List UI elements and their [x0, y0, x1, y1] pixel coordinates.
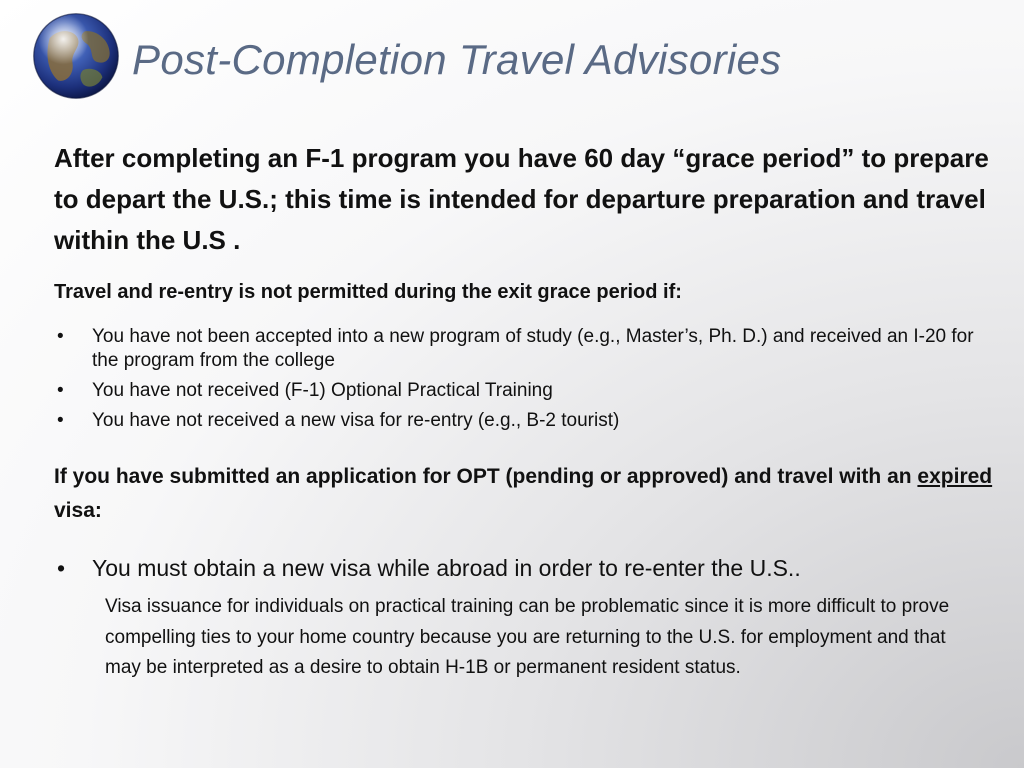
list-item-text: You have not received (F-1) Optional Practical Training	[92, 380, 553, 401]
page-title: Post-Completion Travel Advisories	[132, 36, 782, 83]
list-item-text: You have not been accepted into a new program of study (e.g., Master’s, Ph. D.) and received an I-20 for the program from the college	[92, 326, 974, 371]
section2-heading	[54, 460, 1014, 528]
bullet-marker: •	[57, 380, 64, 401]
section1-list	[54, 325, 1004, 439]
list-item-text: You have not received a new visa for re-entry (e.g., B-2 tourist)	[92, 410, 620, 431]
list-item	[54, 379, 1004, 403]
list-item	[54, 409, 1004, 433]
globe-icon	[32, 12, 120, 100]
section1-heading: Travel and re-entry is not permitted during the exit grace period if:	[54, 281, 682, 303]
section2-item-text: You must obtain a new visa while abroad in order to re-enter the U.S..	[92, 555, 801, 581]
section2-heading-underlined: expired	[917, 465, 993, 488]
section2-heading-end: visa:	[54, 499, 102, 522]
section2-note: Visa issuance for individuals on practical training can be problematic since it is more difficult to prove compelling ties to your home country because you are returning to the U.S. for employment and that may be interpreted as a desire to obtain H-1B or permanent resident status.	[105, 596, 950, 678]
bullet-marker: •	[57, 326, 64, 347]
section2-item	[54, 553, 1004, 583]
list-item	[54, 325, 1004, 373]
bullet-marker: •	[57, 555, 66, 581]
section2-heading-text: If you have submitted an application for OPT (pending or approved) and travel with an	[54, 465, 918, 488]
bullet-marker: •	[57, 410, 64, 431]
lead-paragraph: After completing an F-1 program you have 60 day “grace period” to prepare to depart the U.S.; this time is intended for departure preparation and travel within the U.S .	[54, 143, 989, 255]
